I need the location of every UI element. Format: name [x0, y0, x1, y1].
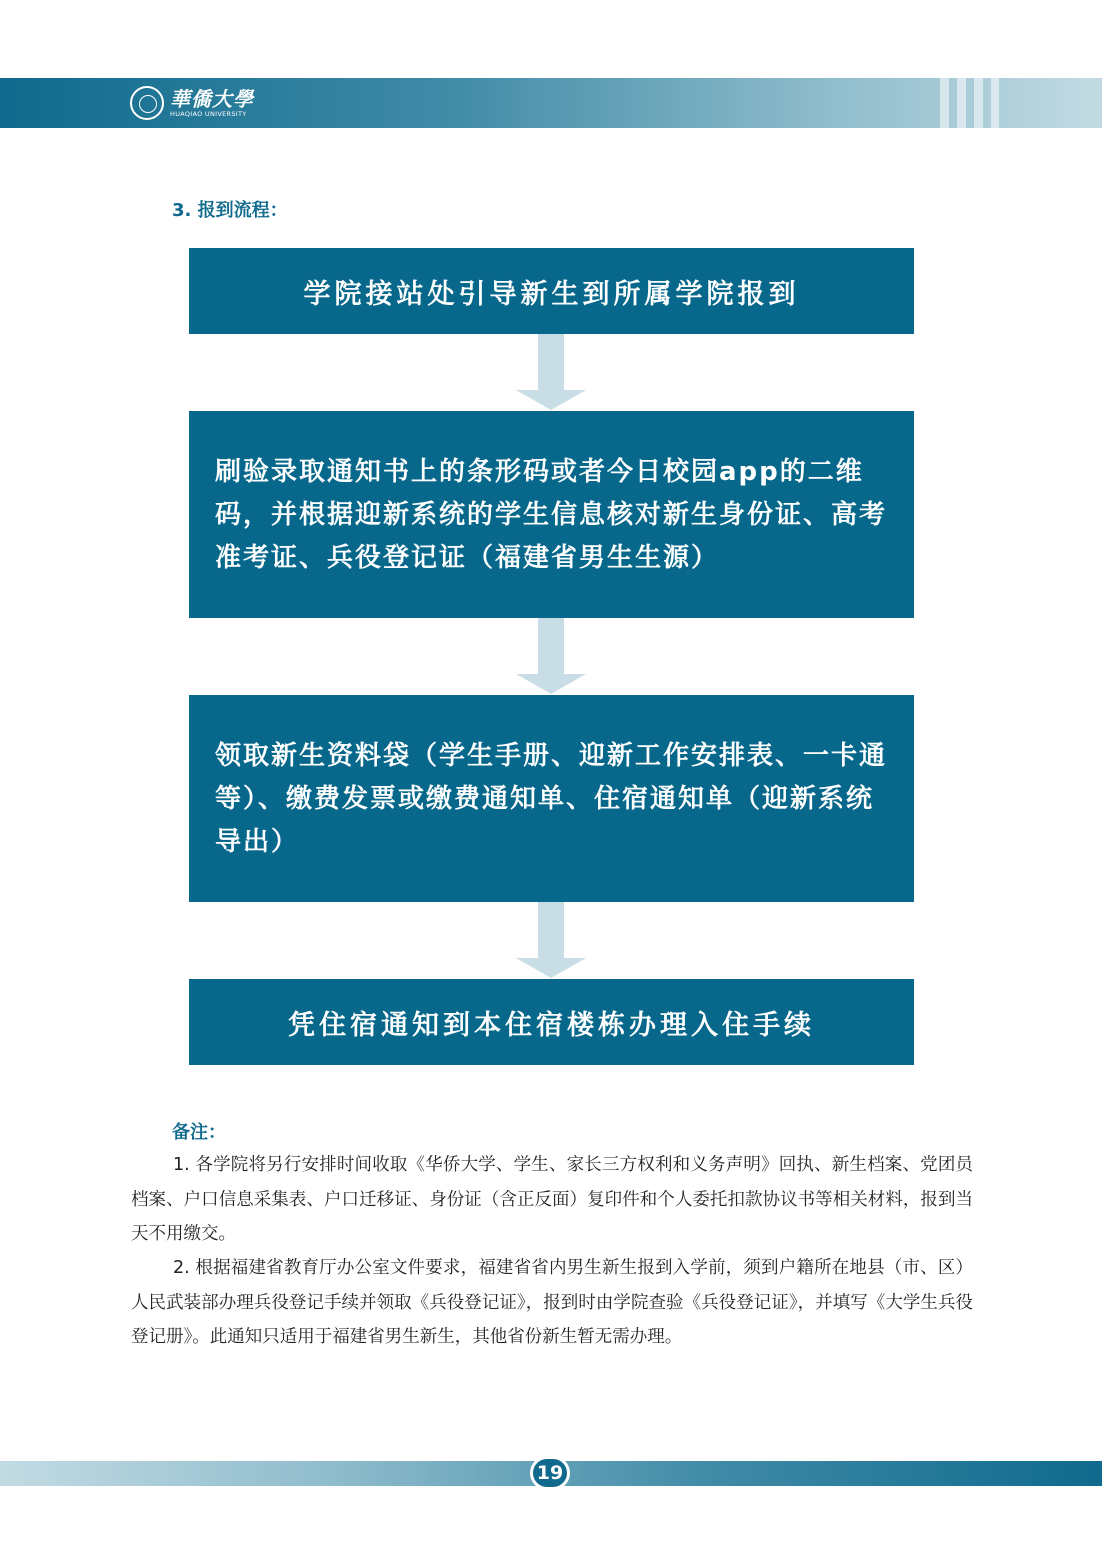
flow-step-2-text: 刷验录取通知书上的条形码或者今日校园app的二维码，并根据迎新系统的学生信息核对新生身份证、高考准考证、兵役登记证（福建省男生生源）: [215, 457, 888, 573]
flow-arrow-3: [516, 902, 586, 978]
flow-step-1-text: 学院接站处引导新生到所属学院报到: [303, 278, 800, 310]
flow-step-3-text: 领取新生资料袋（学生手册、迎新工作安排表、一卡通等）、缴费发票或缴费通知单、住宿通知单（迎新系统导出）: [215, 741, 888, 857]
logo-chinese-name: 華僑大學: [170, 87, 254, 111]
page-number: 19: [530, 1456, 570, 1490]
flow-step-4: [189, 979, 914, 1065]
notes-title: 备注：: [172, 1122, 226, 1143]
flow-arrow-1: [516, 334, 586, 410]
flow-arrow-2: [516, 618, 586, 694]
university-seal-icon: [130, 86, 164, 120]
flow-step-2: [189, 411, 914, 618]
note-item-1: 1. 各学院将另行安排时间收取《华侨大学、学生、家长三方权利和义务声明》回执、新生档案、党团员档案、户口信息采集表、户口迁移证、身份证（含正反面）复印件和个人委托扣款协议书等相关材料，报到当天不用缴交。: [131, 1155, 973, 1244]
header-stripes: [940, 78, 1007, 128]
logo-english-name: HUAQIAO UNIVERSITY: [170, 110, 247, 118]
note-item-2: 2. 根据福建省教育厅办公室文件要求，福建省省内男生新生报到入学前，须到户籍所在地县（市、区）人民武装部办理兵役登记手续并领取《兵役登记证》，报到时由学院查验《兵役登记证》，并填写《大学生兵役登记册》。此通知只适用于福建省男生新生，其他省份新生暂无需办理。: [131, 1258, 973, 1347]
university-logo: [130, 84, 254, 122]
flow-step-3: [189, 695, 914, 902]
flow-step-1: [189, 248, 914, 334]
section-title: 3. 报到流程：: [172, 200, 288, 221]
flow-step-4-text: 凭住宿通知到本住宿楼栋办理入住手续: [288, 1009, 815, 1041]
